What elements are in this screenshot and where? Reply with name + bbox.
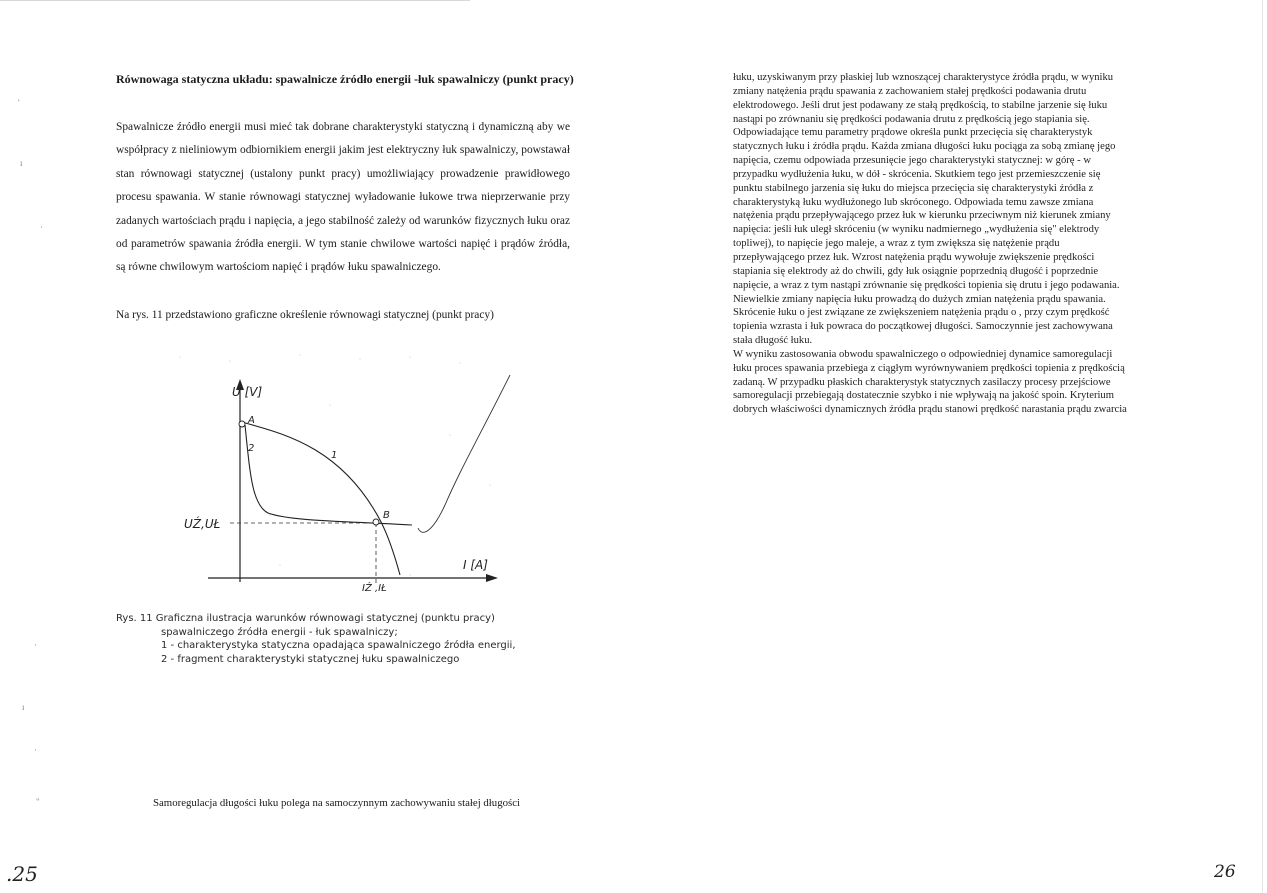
scan-speck: · [40,222,43,232]
text-line: przepływającego przez łuk. Wzrost natężenia prądu wywołuje zwiększenie prędkości [733,251,1095,263]
paragraph: Spawalnicze źródło energii musi mieć tak dobrane charakterystyki statyczną i dynamiczną aby we współpracy z nieliniowym odbiornikiem energii jakim jest elektryczny łuk spawalniczy, powstawał stan równowagi statycznej (ustalony punkt pracy) umożliwiający prowadzenie prawidłowego procesu spawania. W stanie równowagi statycznej wyładowanie łukowe trwa nieprzerwanie przy zadanych wartościach prądu i napięcia, a jego stabilność zależy od warunków fizycznych łuku oraz od parametrów spawania źródła energii. W tym stanie chwilowe wartości napięć i prądów źródła, są równe chwilowym wartościom napięć i prądów łuku spawalniczego. [116,121,570,274]
text-line: Niewielkie zmiany napięcia łuku prowadzą do dużych zmian natężenia prądu spawania. [733,293,1106,305]
text-line: napięcia, czemu odpowiada przesunięcie jego charakterystyki statycznej: w górę - w [733,155,1091,167]
text-line: natężenia prądu przepływającego przez łuk w kierunku przeciwnym niż kierunek zmiany [733,210,1111,222]
caption-line: 1 - charakterystyka statyczna opadająca spawalniczego źródła energii, [161,640,516,652]
text-line: topliwej), to napięcie jego maleje, a wraz z tym zwiększa się natężenie prądu [733,238,1060,250]
scan-edge-line [0,0,470,1]
text-line: zadaną. W przypadku płaskich charakterystyk statycznych zasilaczy procesy przejściowe [733,376,1111,388]
text-line: samoregulacji przebiegają dostatecznie szybko i nie wpływają na jakość spoin. Kryterium [733,390,1114,402]
text-line: łuku, uzyskiwanym przy płaskiej lub wznoszącej charakterystyce źródła prądu, w wyniku [733,72,1114,83]
text-line: W wyniku zastosowania obwodu spawalniczego o odpowiedniej dynamice samoregulacji [733,348,1113,360]
point-b-label: B [383,510,390,521]
text-line: łuku proces spawania przebiega z ciągłym wyrównywaniem prędkości topienia z prędkością [733,362,1125,374]
x-axis-label: I [A] [463,558,488,572]
text-line: przypadku wydłużenia łuku, w dół - skrócenia. Skutkiem tego jest przemieszczenie się [733,168,1101,180]
caption-line: Rys. 11 Graficzna ilustracja warunków równowagi statycznej (punktu pracy) [116,613,495,624]
text-line: napięcia: jeśli łuk uległ skróceniu (w wyniku nadmiernego „wydłużenia się" elektrody [733,224,1100,236]
paragraph-start: Samoregulacja długości łuku polega na samoczynnym zachowywaniu stałej długości [153,797,520,809]
text-line: stapiania się elektrody aż do chwili, gdy łuk osiągnie poprzednią długość i poprzednie [733,265,1099,277]
caption-line: spawalniczego źródła energii - łuk spawalniczy; [161,626,398,638]
text-line: Skrócenie łuku o jest związane ze zwiększeniem natężenia prądu o , przy czym prędkość [733,307,1110,319]
curve-1-label: 1 [331,450,338,461]
text-line: charakterystyką łuku wydłużonego lub skróconego. Odpowiada temu zawsze zmiana [733,196,1094,208]
page-number-left: .25 [6,862,38,886]
text-line: punktu stabilnego jarzenia się łuku do miejsca przecięcia się charakterystyki źródła z [733,182,1094,194]
right-page-text [733,71,1185,417]
point-a-label: A [248,415,255,426]
point-a-marker [239,421,245,427]
scan-speck: · [34,745,37,755]
text-line: elektrodowego. Jeśli drut jest podawany ze stałą prędkością, to stabilne jarzenie się łuku [733,99,1108,111]
curve-2-label: 2 [248,443,255,454]
scan-speck: " [36,797,40,807]
page-number-right: 26 [1214,862,1236,882]
scan-speck: · [34,640,37,650]
scan-speck: ı [22,702,25,712]
text-line: zmiany natężenia prądu spawania z zachowaniem stałej prędkości podawania drutu [733,85,1087,97]
scan-speck: ' [18,98,20,108]
figure-11-diagram [150,345,570,610]
page-edge [1262,0,1263,893]
text-line: statycznych łuku i źródła prądu. Każda zmiana długości łuku pociąga za sobą zmianę jego [733,141,1116,153]
x-axis-arrow [486,574,498,582]
section-heading: Równowaga statyczna układu: spawalnicze źródło energii -łuk spawalniczy (punkt pracy) [116,72,574,86]
voltage-marker-label: UŹ,UŁ [184,517,221,531]
text-line: Odpowiadające temu parametry prądowe określa punkt przecięcia się charakterystyk [733,127,1093,139]
text-line: napięcie, a wraz z tym nastąpi zrównanie się prędkości topienia się drutu i jego podawania. [733,279,1120,291]
point-b-marker [373,519,379,525]
paragraph: Na rys. 11 przedstawiono graficzne określenie równowagi statycznej (punkt pracy) [116,309,494,321]
y-axis-label: U [V] [232,385,263,399]
caption-line: 2 - fragment charakterystyki statycznej łuku spawalniczego [161,653,460,665]
text-line: topienia wzrasta i łuk powraca do początkowej długości. Samoczynnie jest zachowywana [733,321,1113,333]
text-line: stała długość łuku. [733,335,813,347]
figure-caption [116,612,556,666]
scan-speck: ı [20,158,23,168]
text-line: nastąpi po zrównaniu się prędkości podawania drutu z prędkością jego stapiania się. [733,113,1090,125]
hand-drawn-curve [418,375,510,532]
current-marker-label: IŹ ,IŁ [362,583,387,594]
text-line: dobrych właściwości dynamicznych źródła prądu stanowi prędkość narastania prądu zwarcia [733,404,1127,416]
